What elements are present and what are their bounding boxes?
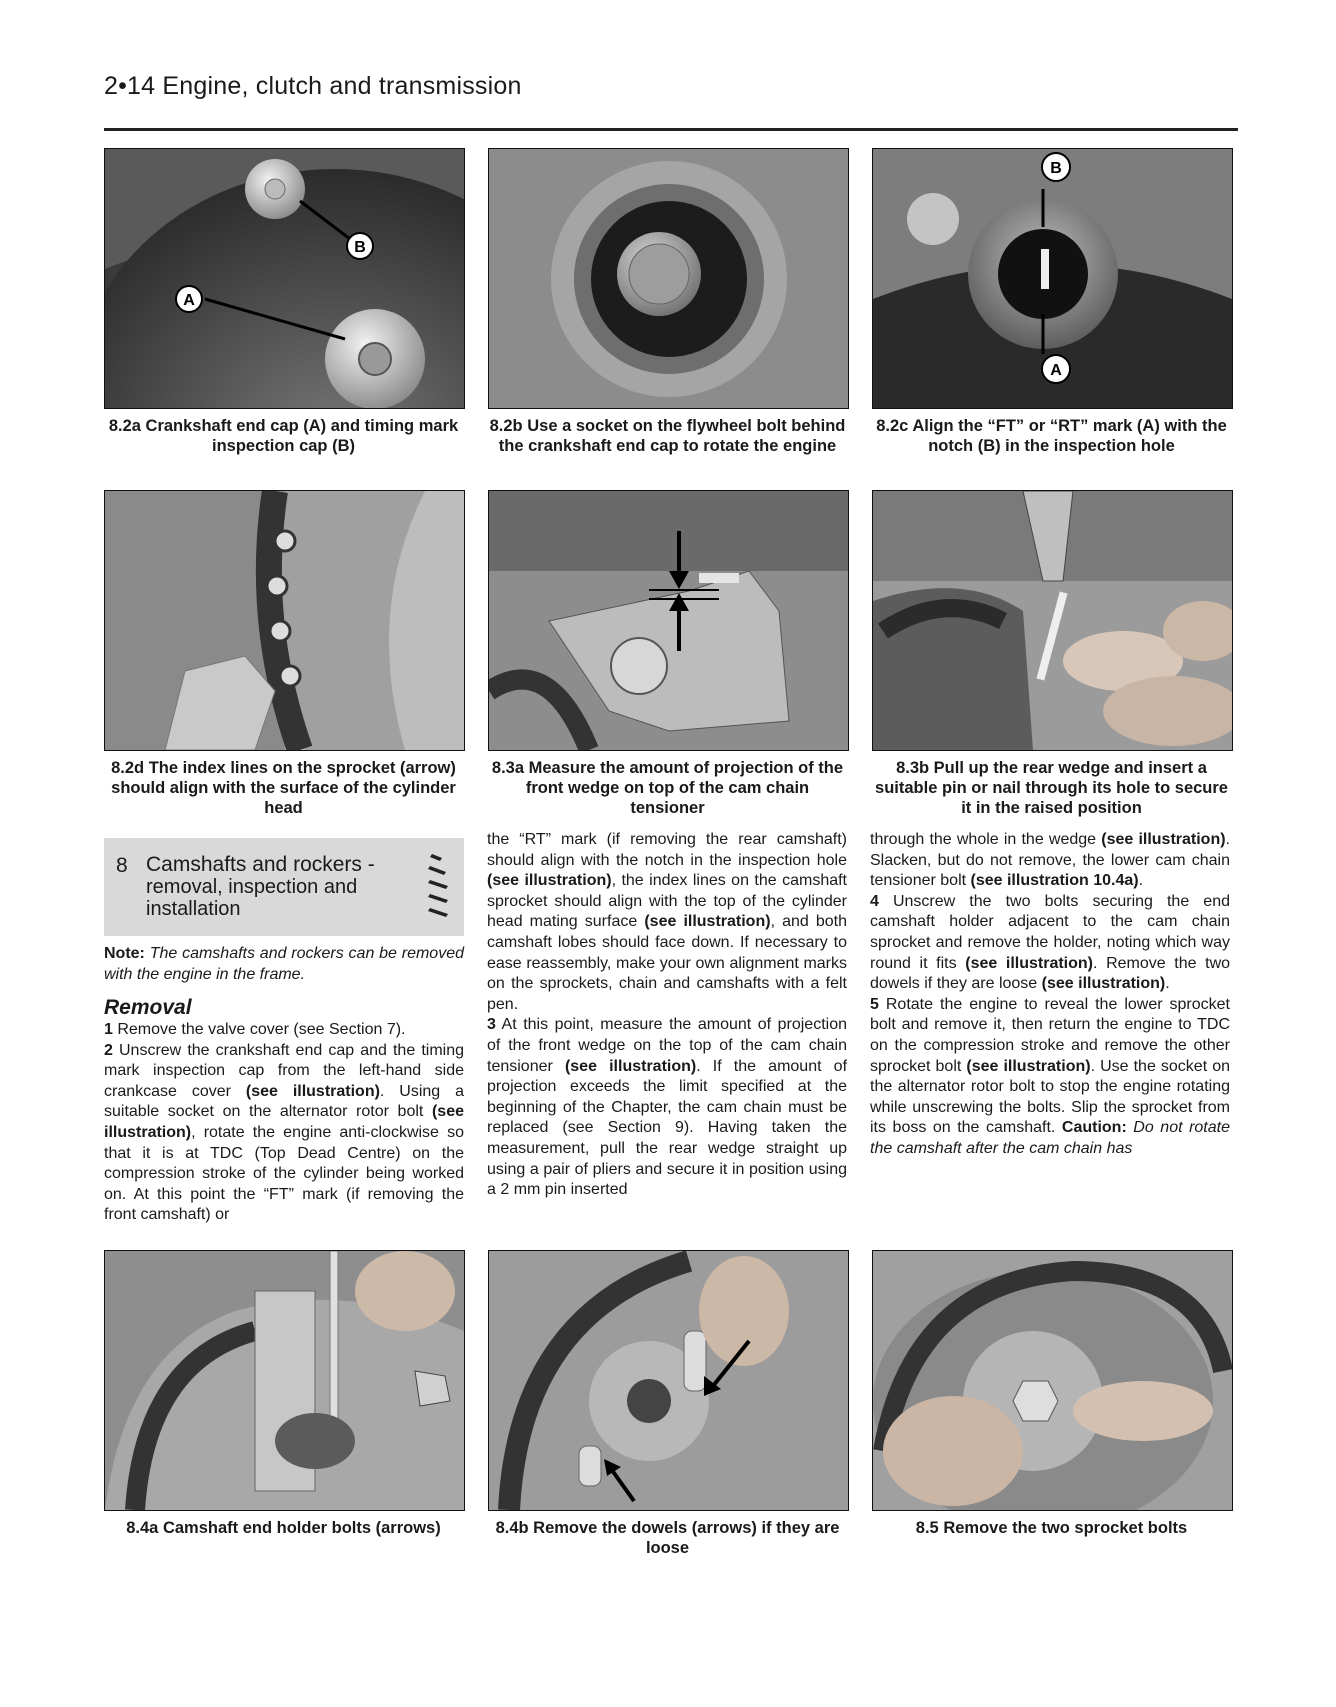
step-3 <box>487 1015 847 1200</box>
photo-8-2a <box>104 148 465 409</box>
section-title: Camshafts and rockers - <box>146 853 375 876</box>
note-text: The camshafts and rockers can be removed with the engine in the frame. <box>104 945 464 983</box>
section-note <box>104 944 464 985</box>
step-text: Unscrew the crankshaft end cap and the timing mark inspection cap from the left-hand side crankcase cover <box>104 1041 464 1100</box>
cross-reference: (see illustration) <box>564 1057 697 1075</box>
figure-label: A <box>183 292 195 309</box>
text-column-2 <box>487 830 847 1201</box>
caption-8-3b: 8.3b Pull up the rear wedge and insert a suitable pin or nail through its hole to secure it in the raised position <box>875 759 1228 817</box>
step-text: , rotate the engine anti-clockwise so that it is at TDC (Top Dead Centre) on the compression stroke of the cylinder being worked on. At this point the “FT” mark (if removing the front camshaft) or <box>104 1123 464 1224</box>
step-1 <box>104 1020 464 1041</box>
caption-8-2a: 8.2a Crankshaft end cap (A) and timing mark inspection cap (B) <box>108 417 459 455</box>
removal-heading: Removal <box>104 996 192 1019</box>
step-text: . If the amount of projection exceeds the limit specified at the beginning of the Chapter, the cam chain must be replaced (see Section 9). Having taken the measurement, pull the rear wedge straight up using a pair of pliers and secure it in position using a 2 mm pin inserted <box>487 1057 848 1199</box>
caption-8-4a: 8.4a Camshaft end holder bolts (arrows) <box>126 1519 441 1537</box>
photo-8-2b <box>488 148 849 409</box>
caption-8-2b: 8.2b Use a socket on the flywheel bolt behind the crankshaft end cap to rotate the engine <box>489 417 846 455</box>
step-text: . Use the socket on the alternator rotor bolt to stop the engine rotating while unscrewing the bolts. Slip the sprocket from its boss on the camshaft. <box>870 1057 1231 1137</box>
step-text: the “RT” mark (if removing the rear camshaft) should align with the notch in the inspection hole <box>487 831 847 869</box>
cross-reference: (see illustration) <box>1041 975 1166 993</box>
text-column-1 <box>104 944 464 985</box>
step-text: At this point, measure the amount of projection of the front wedge on the top of the cam chain tensioner <box>487 1016 847 1075</box>
step-5 <box>870 995 1230 1160</box>
step-text: Unscrew the two bolts securing the end camshaft holder adjacent to the cam chain sprocket and remove the holder, noting which way round it fits <box>870 892 1230 972</box>
step-number: 2 <box>104 1041 113 1059</box>
photo-8-2c <box>872 148 1233 409</box>
spanner-rating-icon <box>426 852 454 922</box>
step-number: 1 <box>104 1021 113 1038</box>
page-header: 2•14 Engine, clutch and transmission <box>104 72 522 100</box>
figure-label: A <box>1050 362 1062 379</box>
photo-8-4a <box>104 1250 465 1511</box>
section-number: 8 <box>116 854 128 877</box>
step-text: . Using a suitable socket on the alternator rotor bolt <box>104 1082 464 1121</box>
caption-8-2d: 8.2d The index lines on the sprocket (arrow) should align with the surface of the cylinder head <box>111 759 456 817</box>
figure-label: B <box>1050 160 1062 177</box>
figure-label: B <box>354 239 366 256</box>
caption-8-2c: 8.2c Align the “FT” or “RT” mark (A) with the notch (B) in the inspection hole <box>876 417 1227 455</box>
section-subtitle: removal, inspection and installation <box>146 876 358 920</box>
step-text: . Slacken, but do not remove, the lower cam chain tensioner bolt <box>870 831 1230 890</box>
cross-reference: (see illustration) <box>966 1057 1091 1075</box>
photo-8-3a <box>488 490 849 751</box>
step-text: through the whole in the wedge <box>870 831 1102 848</box>
step-text: . <box>1138 872 1144 890</box>
caption-8-4b: 8.4b Remove the dowels (arrows) if they are loose <box>495 1519 840 1557</box>
photo-8-4b <box>488 1250 849 1511</box>
cross-reference: (see illustration) <box>965 954 1093 972</box>
step-number: 3 <box>487 1016 496 1034</box>
step-number: 4 <box>870 892 879 910</box>
step-4 <box>870 892 1230 995</box>
cross-reference: (see illustration) <box>245 1082 380 1100</box>
cross-reference: (see illustration 10.4a) <box>970 872 1139 890</box>
caption-8-3a: 8.3a Measure the amount of projection of the front wedge on top of the cam chain tensioner <box>491 759 844 817</box>
text-column-1-body <box>104 1020 464 1226</box>
caption-8-5: 8.5 Remove the two sprocket bolts <box>915 1519 1188 1537</box>
cross-reference: (see illustration) <box>644 913 771 931</box>
step-text: , the index lines on the camshaft sprocket should align with the top of the cylinder head mating surface <box>487 872 848 931</box>
text-column-3 <box>870 830 1230 1160</box>
caution-label: Caution: <box>1061 1119 1127 1137</box>
step-text: Remove the valve cover (see Section 7). <box>112 1021 406 1038</box>
cross-reference: (see illustration) <box>1101 831 1226 848</box>
step-text: . Remove the two dowels if they are loose <box>870 954 1231 993</box>
step-text: . <box>1165 975 1170 993</box>
caution-text: Do <box>1126 1119 1161 1137</box>
step-2 <box>104 1041 464 1226</box>
caution-text: not rotate the camshaft after the cam chain has <box>870 1119 1230 1157</box>
continued-text <box>487 830 847 1015</box>
step-text: Rotate the engine to reveal the lower sprocket bolt and remove it, then return the engine to TDC on the compression stroke and remove the other sprocket bolt <box>870 995 1230 1075</box>
photo-8-3b <box>872 490 1233 751</box>
continued-text <box>870 830 1230 892</box>
header-rule <box>104 128 1238 131</box>
step-number: 5 <box>870 995 879 1013</box>
step-text: , and both camshaft lobes should face down. If necessary to ease reassembly, make your own alignment marks on the sprockets, chain and camshafts with a felt pen. <box>487 913 848 1013</box>
photo-8-2d <box>104 490 465 751</box>
section-header <box>104 838 464 936</box>
cross-reference: (see illustration) <box>104 1103 464 1141</box>
note-label: Note: <box>104 945 145 962</box>
photo-8-5 <box>872 1250 1233 1511</box>
cross-reference: (see illustration) <box>487 872 612 890</box>
